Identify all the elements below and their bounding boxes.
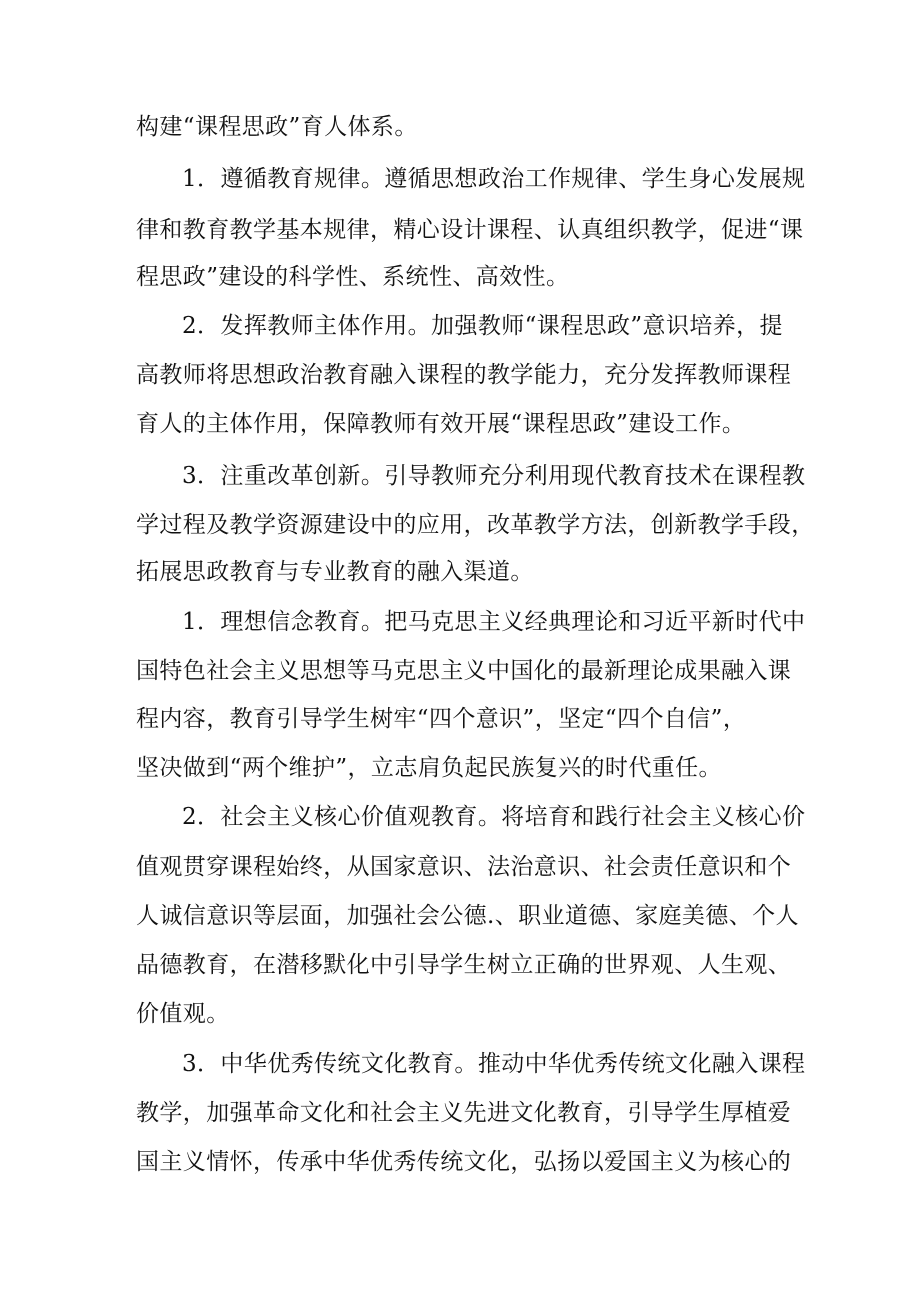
paragraph-line: 价值观。	[136, 1001, 230, 1027]
paragraph-line: 值观贯穿课程始终，从国家意识、法治意识、社会责任意识和个	[136, 854, 792, 880]
paragraph-line: 品德教育，在潜移默化中引导学生树立正确的世界观、人生观、	[136, 952, 792, 978]
paragraph-line: 程思政”建设的科学性、系统性、高效性。	[136, 264, 570, 290]
paragraph-line: 育人的主体作用，保障教师有效开展“课程思政”建设工作。	[136, 411, 746, 437]
paragraph-line: 人诚信意识等层面，加强社会公德.、职业道德、家庭美德、个人	[136, 903, 799, 929]
paragraph-line: 1．遵循教育规律。遵循思想政治工作规律、学生身心发展规	[182, 166, 806, 192]
paragraph-line: 坚决做到“两个维护”，立志肩负起民族复兴的时代重任。	[136, 755, 722, 781]
paragraph-line: 高教师将思想政治教育融入课程的教学能力，充分发挥教师课程	[136, 362, 792, 388]
paragraph-line: 学过程及教学资源建设中的应用，改革教学方法，创新教学手段，	[136, 512, 815, 538]
paragraph-line: 构建“课程思政”育人体系。	[136, 114, 418, 140]
paragraph-line: 3．注重改革创新。引导教师充分利用现代教育技术在课程教	[182, 463, 806, 489]
paragraph-line: 国特色社会主义思想等马克思主义中国化的最新理论成果融入课	[136, 658, 792, 684]
paragraph-line: 1．理想信念教育。把马克思主义经典理论和习近平新时代中	[182, 609, 806, 635]
paragraph-line: 2．发挥教师主体作用。加强教师“课程思政”意识培养，提	[182, 313, 783, 339]
paragraph-line: 国主义情怀，传承中华优秀传统文化，弘扬以爱国主义为核心的	[136, 1149, 792, 1175]
paragraph-line: 教学，加强革命文化和社会主义先进文化教育，引导学生厚植爱	[136, 1100, 792, 1126]
paragraph-line: 程内容，教育引导学生树牢“四个意识”，坚定“四个自信”，	[136, 706, 747, 732]
paragraph-line: 2．社会主义核心价值观教育。将培育和践行社会主义核心价	[182, 804, 806, 830]
paragraph-line: 拓展思政教育与专业教育的融入渠道。	[136, 559, 534, 585]
paragraph-line: 律和教育教学基本规律，精心设计课程、认真组织教学，促进“课	[136, 217, 804, 243]
paragraph-line: 3．中华优秀传统文化教育。推动中华优秀传统文化融入课程	[182, 1051, 806, 1077]
